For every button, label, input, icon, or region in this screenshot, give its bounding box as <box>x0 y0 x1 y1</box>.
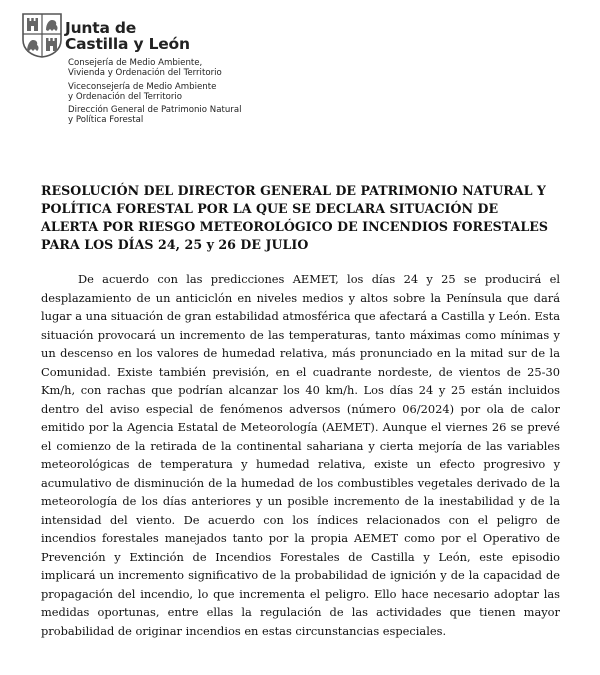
castilla-leon-crest-icon <box>21 12 63 58</box>
department-direccion-general-line-1: Dirección General de Patrimonio Natural <box>68 105 242 115</box>
department-viceconsejeria <box>68 82 216 102</box>
department-viceconsejeria-line-1: Viceconsejería de Medio Ambiente <box>68 82 217 92</box>
document-title: RESOLUCIÓN DEL DIRECTOR GENERAL DE PATRIMONIO NATURAL Y POLÍTICA FORESTAL POR LA QUE SE DECLARA SITUACIÓN DE ALERTA POR RIESGO METEOROLÓGICO DE INCENDIOS FORESTALES PARA LOS DÍAS 24, 25 y 26 DE JULIO <box>41 183 549 252</box>
brand-name <box>65 20 190 52</box>
department-consejeria-line-2: Vivienda y Ordenación del Territorio <box>68 68 222 78</box>
letterhead <box>13 4 245 128</box>
brand-line-1: Junta de <box>65 19 137 37</box>
department-direccion-general-line-2: y Política Forestal <box>68 115 144 125</box>
brand-line-2: Castilla y León <box>65 35 190 53</box>
department-direccion-general <box>68 105 242 125</box>
body-paragraph: De acuerdo con las predicciones AEMET, los días 24 y 25 se producirá el desplazamiento de un anticiclón en niveles medios y altos sobre la Península que dará lugar a una situación de gran estabilidad atmosférica que afectará a Castilla y León. Esta situación provocará un incremento de las temperaturas, tanto máximas como mínimas y un descenso en los valores de humedad relativa, más pronunciado en la mitad sur de la Comunidad. Existe también previsión, en el cuadrante nordeste, de vientos de 25-30 Km/h, con rachas que podrían alcanzar los 40 km/h. Los días 24 y 25 están incluidos dentro del aviso especial de fenómenos adversos (número 06/2024) por ola de calor emitido por la Agencia Estatal de Meteorología (AEMET). Aunque el viernes 26 se prevé el comienzo de la retirada de la continental sahariana y cierta mejoría de las variables meteorológicas de temperatura y humedad relativa, existe un efecto progresivo y acumulativo de disminución de la humedad de los combustibles vegetales derivado de la meteorología de los días anteriores y un posible incremento de la inestabilidad y de la intensidad del viento. De acuerdo con los índices relacionados con el peligro de incendios forestales manejados tanto por la propia AEMET como por el Operativo de Prevención y Extinción de Incendios Forestales de Castilla y León, este episodio implicará un incremento significativo de la probabilidad de ignición y de la capacidad de propagación del incendio, lo que incrementa el peligro. Ello hace necesario adoptar las medidas oportunas, entre ellas la regulación de las actividades que tienen mayor probabilidad de originar incendios en estas circunstancias especiales. <box>41 272 560 638</box>
department-consejeria-line-1: Consejería de Medio Ambiente, <box>68 58 203 68</box>
department-consejeria <box>68 58 222 78</box>
department-viceconsejeria-line-2: y Ordenación del Territorio <box>68 92 183 102</box>
